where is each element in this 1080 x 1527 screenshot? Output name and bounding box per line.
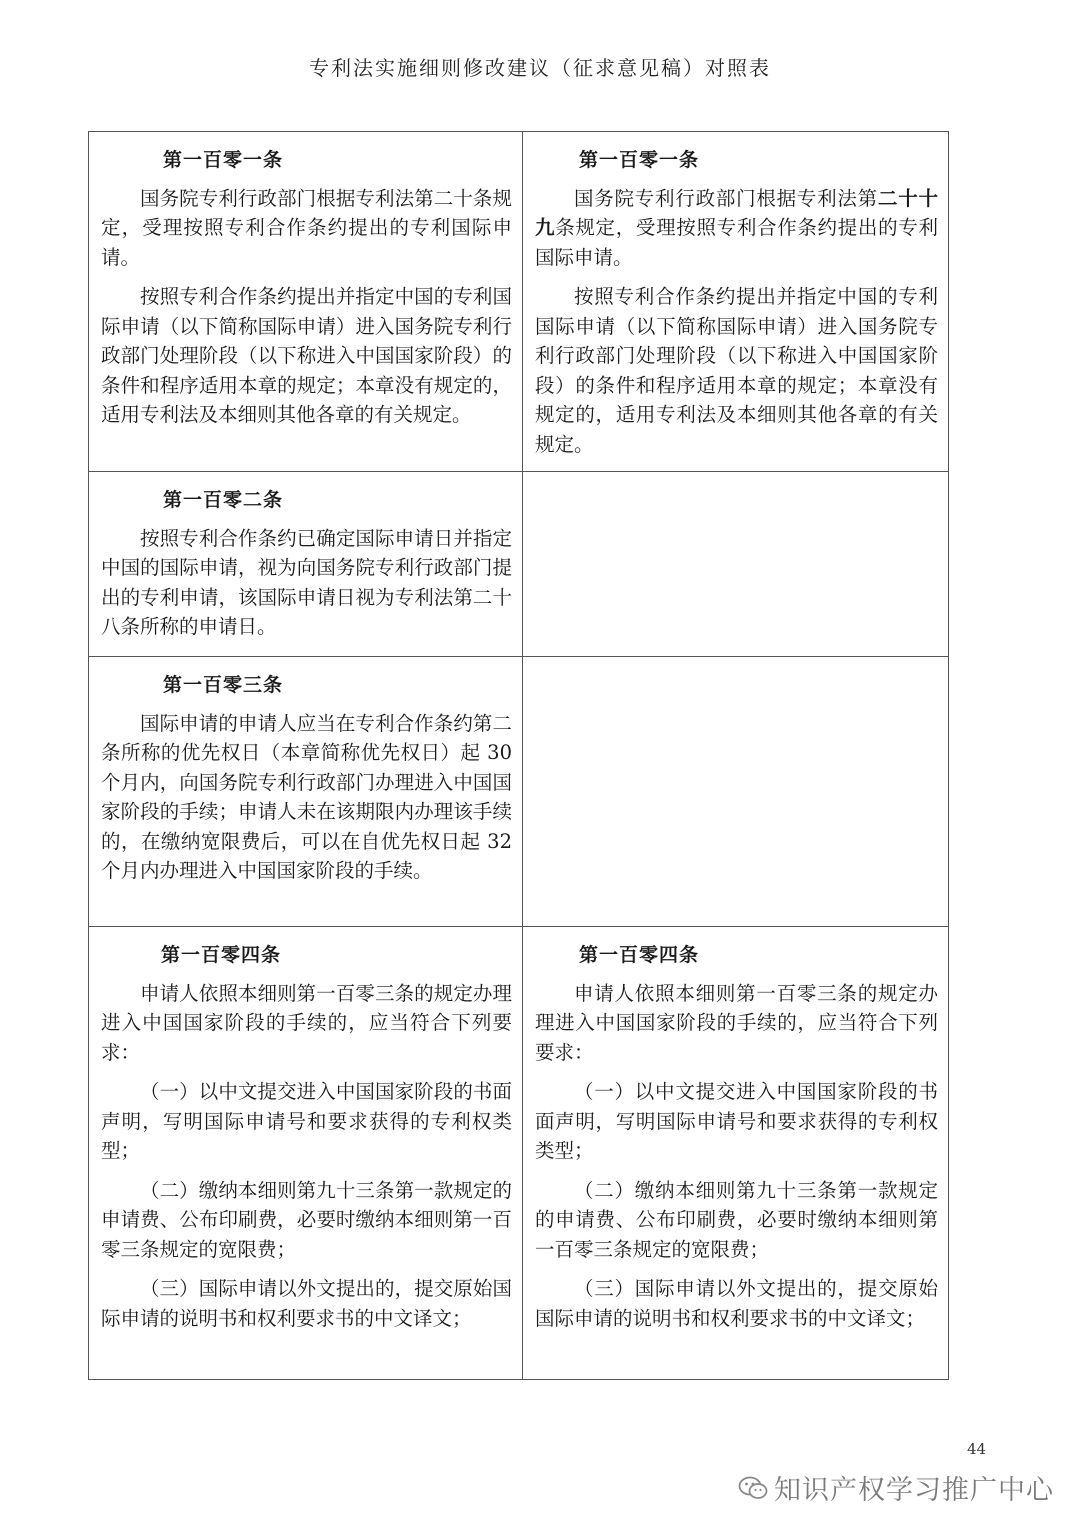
table-row: [89, 472, 949, 657]
watermark-text: 知识产权学习推广中心: [774, 1475, 1054, 1506]
table-row: [89, 927, 949, 1380]
revised-cell-empty: [523, 657, 949, 927]
table-row: [89, 132, 949, 472]
original-cell: [89, 132, 523, 472]
paragraph: （二）缴纳本细则第九十三条第一款规定的申请费、公布印刷费，必要时缴纳本细则第一百零三条规定的宽限费；: [535, 1178, 938, 1261]
wechat-icon: [738, 1475, 768, 1501]
article-title: 第一百零二条: [163, 489, 284, 511]
paragraph: 按照专利合作条约提出并指定中国的专利国际申请（以下简称国际申请）进入国务院专利行政部门处理阶段（以下称进入中国国家阶段）的条件和程序适用本章的规定；本章没有规定的，适用专利法及本细则其他各章的有关规定。: [535, 285, 938, 456]
original-cell: [89, 472, 523, 657]
paragraph: （三）国际申请以外文提出的，提交原始国际申请的说明书和权利要求书的中文译文；: [535, 1277, 938, 1330]
comparison-table: [88, 131, 949, 1380]
table-row: [89, 657, 949, 927]
paragraph: 按照专利合作条约提出并指定中国的专利国际申请（以下简称国际申请）进入国务院专利行政部门处理阶段（以下称进入中国国家阶段）的条件和程序适用本章的规定；本章没有规定的，适用专利法及本细则其他各章的有关规定。: [101, 285, 512, 426]
highlighted-change: 二十十九: [535, 186, 938, 239]
watermark: [738, 1468, 1054, 1507]
text-segment: 条规定，受理按照专利合作条约提出的专利国际申请。: [535, 216, 938, 269]
original-cell: [89, 657, 523, 927]
paragraph: 国际申请的申请人应当在专利合作条约第二条所称的优先权日（本章简称优先权日）起 30 个月内，向国务院专利行政部门办理进入中国国家阶段的手续；申请人未在该期限内办理该手续的，在缴纳宽限费后，可以在自优先权日起 32 个月内办理进入中国国家阶段的手续。: [101, 711, 512, 882]
article-title: 第一百零三条: [163, 674, 284, 696]
page-number: 44: [967, 1440, 987, 1458]
revised-cell-empty: [523, 472, 949, 657]
paragraph: （一）以中文提交进入中国国家阶段的书面声明，写明国际申请号和要求获得的专利权类型；: [101, 1080, 512, 1162]
paragraph: （三）国际申请以外文提出的，提交原始国际申请的说明书和权利要求书的中文译文；: [101, 1277, 512, 1330]
paragraph: 国务院专利行政部门根据专利法第二十条规定，受理按照专利合作条约提出的专利国际申请。: [101, 186, 512, 269]
original-cell: [89, 927, 523, 1380]
article-title: 第一百零四条: [161, 944, 282, 966]
article-title: 第一百零一条: [163, 149, 284, 171]
revised-cell: [523, 927, 949, 1380]
paragraph: （二）缴纳本细则第九十三条第一款规定的申请费、公布印刷费，必要时缴纳本细则第一百零三条规定的宽限费；: [101, 1178, 512, 1261]
revised-cell: [523, 132, 949, 472]
paragraph: （一）以中文提交进入中国国家阶段的书面声明，写明国际申请号和要求获得的专利权类型；: [535, 1080, 938, 1162]
article-title: 第一百零一条: [579, 149, 700, 171]
paragraph: 申请人依照本细则第一百零三条的规定办理进入中国国家阶段的手续的，应当符合下列要求：: [535, 981, 938, 1064]
text-segment: 国务院专利行政部门根据专利法第: [574, 186, 878, 210]
paragraph: [535, 184, 938, 273]
page-header: 专利法实施细则修改建议（征求意见稿）对照表: [309, 56, 771, 80]
article-title: 第一百零四条: [579, 944, 700, 966]
paragraph: 申请人依照本细则第一百零三条的规定办理进入中国国家阶段的手续的，应当符合下列要求：: [101, 981, 512, 1064]
paragraph: 按照专利合作条约已确定国际申请日并指定中国的国际申请，视为向国务院专利行政部门提出的专利申请，该国际申请日视为专利法第二十八条所称的申请日。: [101, 526, 512, 638]
